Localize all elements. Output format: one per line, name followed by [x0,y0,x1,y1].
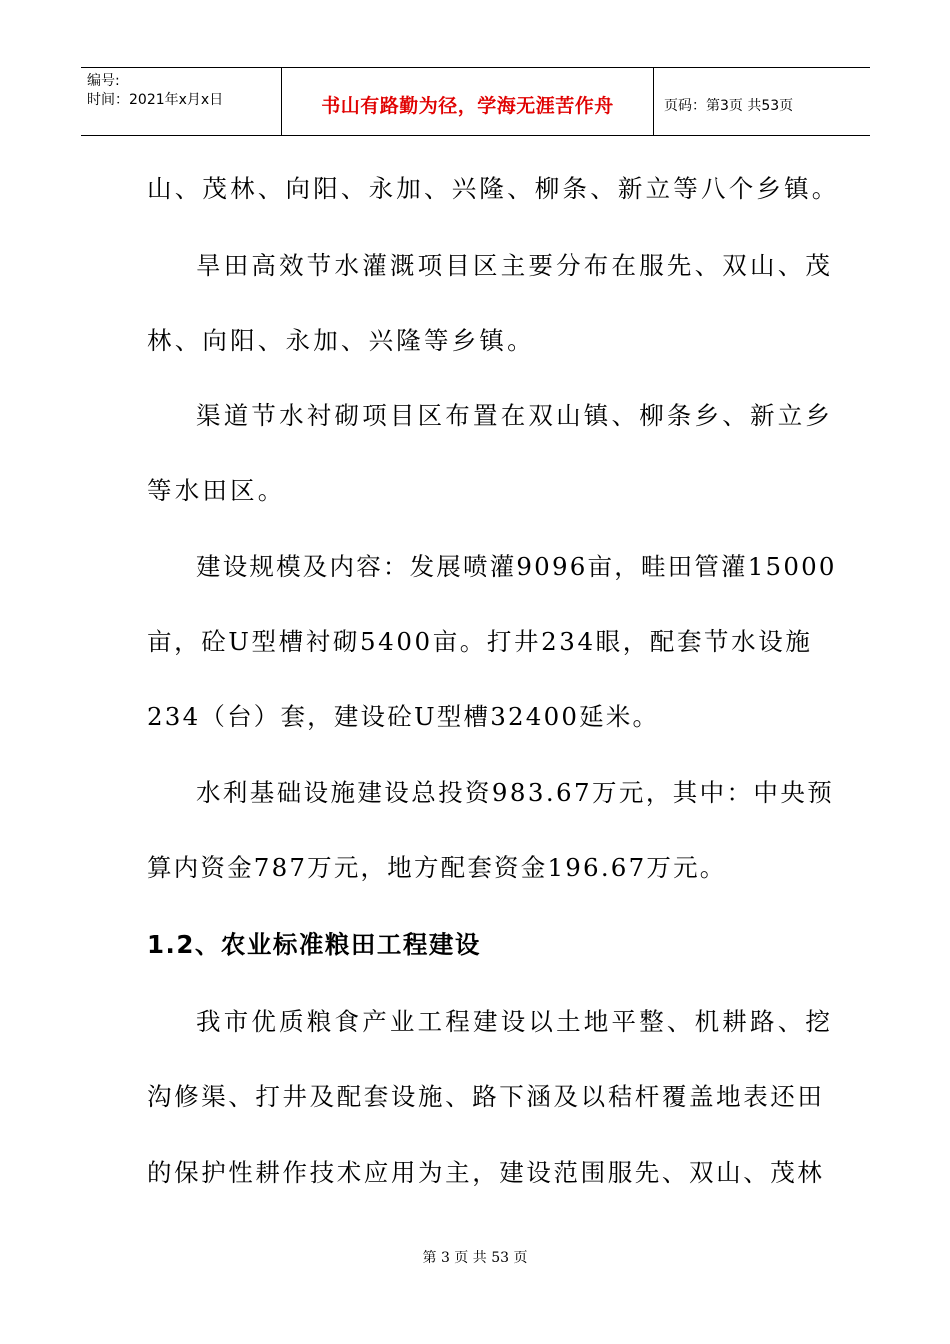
body-line-4: 渠道节水衬砌项目区布置在双山镇、柳条乡、新立乡 [196,401,834,430]
body-line-3: 林、向阳、永加、兴隆等乡镇。 [147,326,535,355]
body-line-12: 沟修渠、打井及配套设施、路下涵及以秸杆覆盖地表还田 [147,1082,825,1111]
header-page-info: 页码：第3页 共53页 [664,97,794,114]
body-line-9: 水利基础设施建设总投资983.67万元，其中：中央预 [196,778,835,807]
body-line-10: 算内资金787万元，地方配套资金196.67万元。 [147,853,727,882]
body-line-2: 旱田高效节水灌溉项目区主要分布在服先、双山、茂 [196,251,834,280]
header-date-label: 时间：2021年x月x日 [87,92,224,108]
body-line-7: 亩，砼U型槽衬砌5400亩。打井234眼，配套节水设施 [147,627,813,656]
body-line-13: 的保护性耕作技术应用为主，建设范围服先、双山、茂林 [147,1158,825,1187]
document-header [81,67,870,136]
header-number-label: 编号: [87,73,120,89]
header-motto: 书山有路勤为径，学海无涯苦作舟 [282,68,654,135]
header-meta-cell [81,68,282,135]
body-line-6: 建设规模及内容：发展喷灌9096亩，畦田管灌15000 [196,552,837,581]
page-footer: 第 3 页 共 53 页 [422,1250,528,1266]
body-line-1: 山、茂林、向阳、永加、兴隆、柳条、新立等八个乡镇。 [147,174,840,203]
section-heading: 1.2、农业标准粮田工程建设 [147,930,481,959]
body-line-5: 等水田区。 [147,476,286,505]
body-line-11: 我市优质粮食产业工程建设以土地平整、机耕路、挖 [196,1007,834,1036]
body-line-8: 234（台）套，建设砼U型槽32400延米。 [147,702,660,731]
